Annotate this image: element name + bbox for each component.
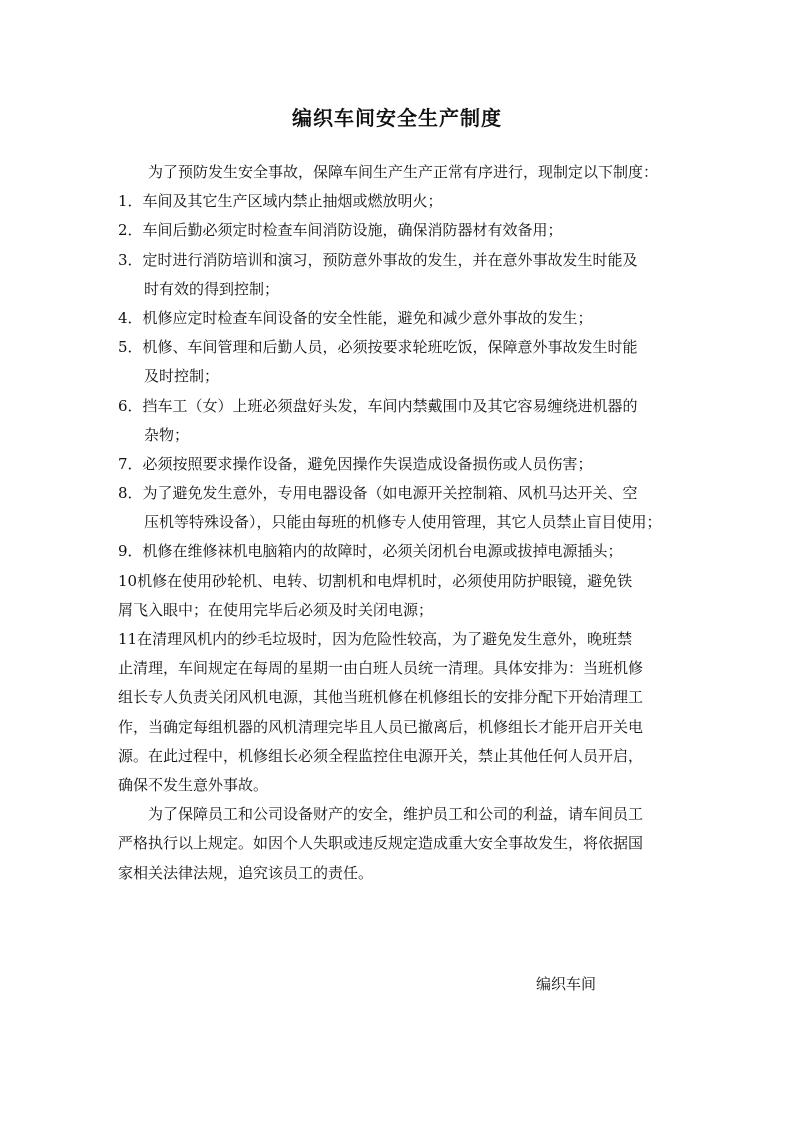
- list-item-line: 7．必须按照要求操作设备，避免因操作失误造成设备损伤或人员伤害；: [118, 454, 593, 473]
- list-item-line: 9．机修在维修袜机电脑箱内的故障时，必须关闭机台电源或拔掉电源插头；: [118, 542, 623, 561]
- document-body: [118, 158, 678, 888]
- list-item-line: 4．机修应定时检查车间设备的安全性能，避免和减少意外事故的发生；: [118, 308, 593, 327]
- list-item-continuation: 源。在此过程中，机修组长必须全程监控住电源开关，禁止其他任何人员开启，: [118, 746, 644, 765]
- list-item-continuation: 及时控制；: [144, 367, 220, 386]
- list-item: [118, 625, 678, 800]
- list-item: [118, 304, 678, 333]
- list-item-continuation: 确保不发生意外事故。: [118, 775, 269, 794]
- list-item-line: 2．车间后勤必须定时检查车间消防设施，确保消防器材有效备用；: [118, 221, 563, 240]
- intro-paragraph: 为了预防发生安全事故，保障车间生产生产正常有序进行，现制定以下制度：: [148, 163, 659, 181]
- list-item-continuation: 止清理，车间规定在每周的星期一由白班人员统一清理。具体安排为：当班机修: [118, 659, 644, 678]
- list-item: [118, 567, 678, 625]
- list-item-line: 6．挡车工（女）上班必须盘好头发，车间内禁戴围巾及其它容易缠绕进机器的: [118, 396, 638, 415]
- list-item: [118, 392, 678, 450]
- list-item-line: 5．机修、车间管理和后勤人员，必须按要求轮班吃饭，保障意外事故发生时能: [118, 338, 638, 357]
- list-item-line: 1．车间及其它生产区域内禁止抽烟或燃放明火；: [118, 192, 443, 211]
- closing-line: 为了保障员工和公司设备财产的安全，维护员工和公司的利益，请车间员工: [148, 805, 644, 824]
- list-item-continuation: 组长专人负责关闭风机电源，其他当班机修在机修组长的安排分配下开始清理工: [118, 688, 644, 707]
- list-item: [118, 450, 678, 479]
- list-item-continuation: 作，当确定每组机器的风机清理完毕且人员已撤离后，机修组长才能开启开关电: [118, 717, 644, 736]
- list-item: [118, 333, 678, 391]
- list-item: [118, 187, 678, 216]
- list-item: [118, 537, 678, 566]
- list-item: [118, 216, 678, 245]
- closing-line: 严格执行以上规定。如因个人失职或违反规定造成重大安全事故发生，将依据国: [118, 834, 644, 853]
- list-item-line: 3．定时进行消防培训和演习，预防意外事故的发生，并在意外事故发生时能及: [118, 250, 638, 269]
- list-item-line: 8．为了避免发生意外，专用电器设备（如电源开关控制箱、风机马达开关、空: [118, 484, 638, 503]
- closing-paragraph: [118, 800, 678, 888]
- list-item: [118, 479, 678, 537]
- list-item-line: 10机修在使用砂轮机、电转、切割机和电焊机时，必须使用防护眼镜，避免铁: [118, 571, 633, 590]
- closing-line: 家相关法律法规，追究该员工的责任。: [118, 863, 374, 882]
- list-item-continuation: 时有效的得到控制；: [144, 279, 280, 298]
- list-item-continuation: 屑飞入眼中；在使用完毕后必须及时关闭电源；: [118, 600, 434, 619]
- list-item-line: 11在清理风机内的纱毛垃圾时，因为危险性较高，为了避免发生意外，晚班禁: [118, 630, 633, 648]
- list-item-continuation: 压机等特殊设备），只能由每班的机修专人使用管理，其它人员禁止盲目使用；: [144, 513, 662, 532]
- signature: 编织车间: [536, 975, 597, 993]
- list-item-continuation: 杂物；: [144, 425, 190, 444]
- rules-list: [118, 187, 678, 800]
- list-item: [118, 246, 678, 304]
- document-title: 编织车间安全生产制度: [292, 106, 502, 130]
